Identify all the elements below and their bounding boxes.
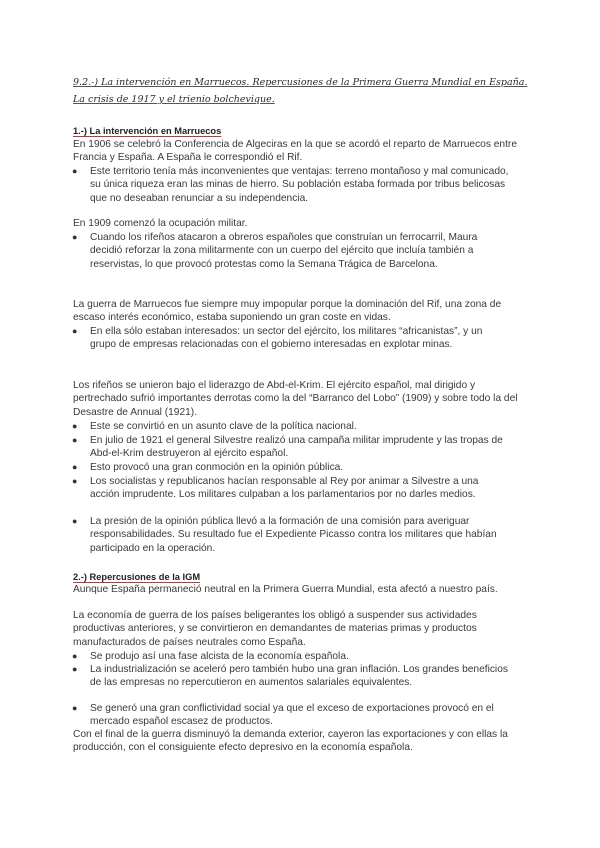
list-item-text: Este se convirtió en un asunto clave de la política nacional.	[90, 421, 357, 432]
bullet-icon: ●	[72, 232, 78, 242]
list-item-text: Se produjo así una fase alcista de la economía española.	[90, 651, 349, 662]
bullet-icon: ●	[72, 166, 78, 176]
paragraph: La economía de guerra de los países beligerantes los obligó a suspender sus actividades productivas anteriores, y se convirtieron en demandantes de materias primas y productos manufacturados de países neutrales como España.	[73, 610, 477, 648]
list-item-text: Este territorio tenía más inconvenientes que ventajas: terreno montañoso y mal comunicado, su única riqueza eran las minas de hierro. Su población estaba formada por tribus belicosas que no deseaban renunciar a su independencia.	[90, 166, 509, 204]
paragraph: En 1909 comenzó la ocupación militar.	[73, 218, 248, 229]
list-item-text: La presión de la opinión pública llevó a la formación de una comisión para averiguar responsabilidades. Su resultado fue el Expediente Picasso contra los militares que habían participado en la operación.	[90, 516, 497, 554]
section-heading-marruecos: 1.-) La intervención en Marruecos	[73, 126, 222, 136]
section-heading-igm: 2.-) Repercusiones de la IGM	[73, 572, 201, 582]
bullet-icon: ●	[72, 476, 78, 486]
list-item-text: En julio de 1921 el general Silvestre realizó una campaña militar imprudente y las tropas de Abd-el-Krim destruyeron al ejército español.	[90, 435, 503, 460]
paragraph: Con el final de la guerra disminuyó la demanda exterior, cayeron las exportaciones y con ellas la producción, con el consiguiente efecto depresivo en la economía española.	[73, 729, 508, 754]
paragraph: Los rifeños se unieron bajo el liderazgo de Abd-el-Krim. El ejército español, mal dirigido y pertrechado sufrió importantes derrotas como la del “Barranco del Lobo” (1909) y sobre todo la del Desastre de Annual (1921).	[73, 380, 518, 418]
bullet-icon: ●	[72, 326, 78, 336]
paragraph: En 1906 se celebró la Conferencia de Algeciras en la que se acordó el reparto de Marruecos entre Francia y España. A España le correspondió el Rif.	[73, 139, 517, 164]
list-item	[72, 702, 510, 729]
list-item	[72, 420, 510, 433]
bullet-icon: ●	[72, 516, 78, 526]
bullet-icon: ●	[72, 462, 78, 472]
document-title: 9.2.-) La intervención en Marruecos. Repercusiones de la Primera Guerra Mundial en España. La crisis de 1917 y el trienio bolchevique.	[73, 77, 528, 105]
list-item	[72, 461, 510, 474]
list-item	[72, 515, 510, 555]
list-item	[72, 325, 510, 352]
list-item-text: En ella sólo estaban interesados: un sector del ejército, los militares “africanistas”, y un grupo de empresas relacionadas con el gobierno interesadas en explotar minas.	[90, 326, 483, 351]
bullet-icon: ●	[72, 651, 78, 661]
list-item-text: Esto provocó una gran conmoción en la opinión pública.	[90, 462, 344, 473]
bullet-icon: ●	[72, 664, 78, 674]
bullet-icon: ●	[72, 703, 78, 713]
bullet-icon: ●	[72, 435, 78, 445]
list-item-text: Los socialistas y republicanos hacían responsable al Rey por animar a Silvestre a una acción imprudente. Los militares culpaban a los parlamentarios por no darles medios.	[90, 476, 479, 501]
list-item	[72, 650, 510, 663]
list-item	[72, 475, 510, 502]
list-item-text: La industrialización se aceleró pero también hubo una gran inflación. Los grandes beneficios de las empresas no repercutieron en aumentos salariales equivalentes.	[90, 664, 508, 689]
paragraph: La guerra de Marruecos fue siempre muy impopular porque la dominación del Rif, una zona de escaso interés económico, estaba suponiendo un gran coste en vidas.	[73, 299, 502, 324]
list-item	[72, 663, 510, 690]
bullet-icon: ●	[72, 421, 78, 431]
list-item-text: Se generó una gran conflictividad social ya que el exceso de exportaciones provocó en el mercado español escasez de productos.	[90, 703, 494, 728]
list-item-text: Cuando los rifeños atacaron a obreros españoles que construían un ferrocarril, Maura decidió reforzar la zona militarmente con un cuerpo del ejército que incluía también a reservistas, lo que provocó protestas como la Semana Trágica de Barcelona.	[90, 232, 478, 270]
paragraph: Aunque España permaneció neutral en la Primera Guerra Mundial, esta afectó a nuestro país.	[73, 584, 498, 595]
list-item	[72, 231, 510, 271]
list-item	[72, 434, 510, 461]
list-item	[72, 165, 510, 205]
